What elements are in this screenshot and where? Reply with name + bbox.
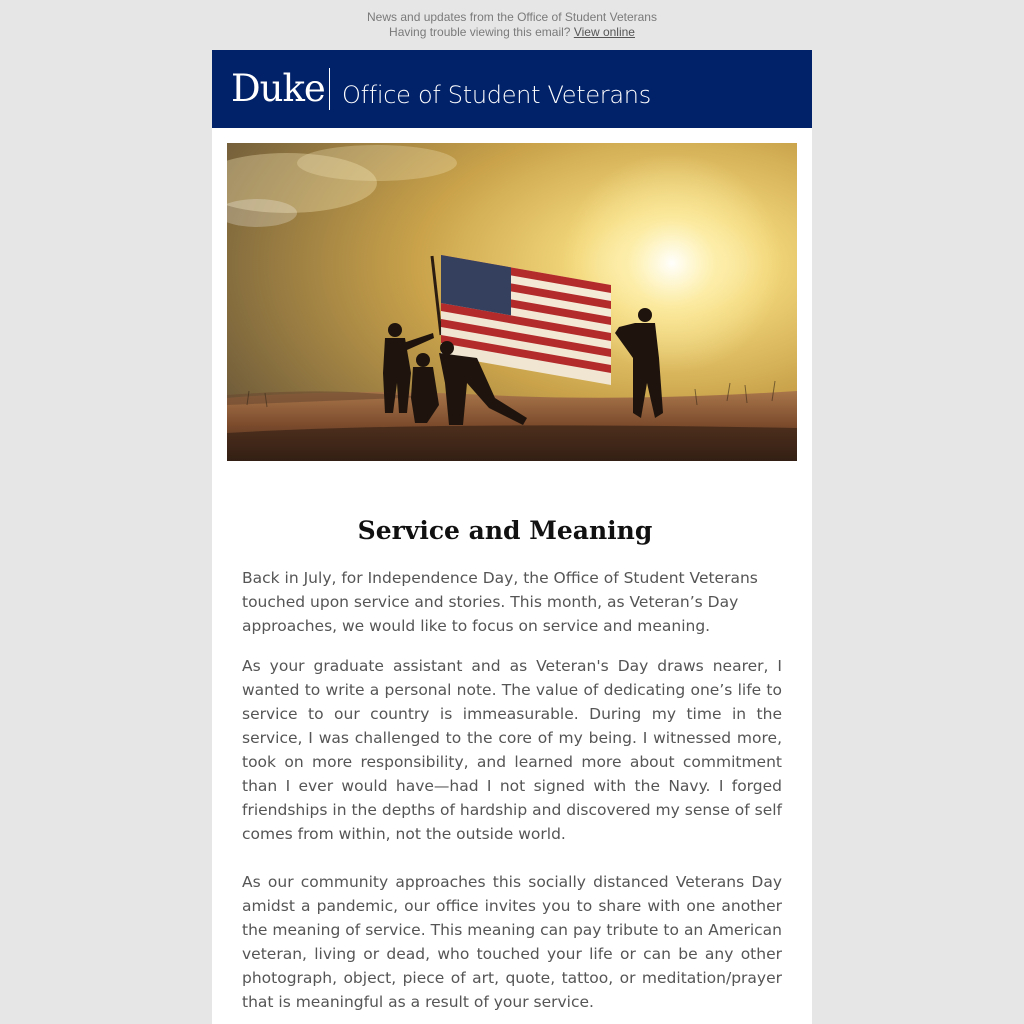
article-title: Service and Meaning: [357, 516, 653, 545]
email-body: [212, 50, 812, 1024]
view-online-link[interactable]: View online: [573, 25, 635, 39]
article-paragraph-1: Back in July, for Independence Day, the Office of Student Veterans touched upon service and stories. This month, as Veteran’s Day approaches, we would like to focus on service and meaning.: [242, 569, 758, 635]
email-header: [212, 50, 812, 128]
article-paragraph-3: As our community approaches this socially distanced Veterans Day amidst a pandemic, our office invites you to share with one another the meaning of service. This meaning can pay tribute to an American veteran, living or dead, who touched your life or can be any other photograph, object, piece of art, quote, tattoo, or meditation/prayer that is meaningful as a result of your service.: [242, 873, 782, 1011]
preheader-trouble-line: [0, 25, 1024, 40]
article-paragraph-2: As your graduate assistant and as Veteran's Day draws nearer, I wanted to write a personal note. The value of dedicating one’s life to service to our country is immeasurable. During my time in the service, I was challenged to the core of my being. I witnessed more, took on more responsibility, and learned more about commitment than I ever would have—had I not signed with the Navy. I forged friendships in the depths of hardship and discovered my sense of self comes from within, not the outside world.: [242, 657, 782, 843]
header-divider: [329, 68, 330, 110]
hero-image: [227, 143, 797, 461]
preheader: [0, 10, 1024, 40]
preheader-tagline: News and updates from the Office of Student Veterans: [367, 10, 657, 24]
soldiers-raising-flag-image: [227, 143, 797, 461]
preheader-trouble-text: Having trouble viewing this email?: [389, 25, 571, 39]
duke-logo[interactable]: Duke: [231, 67, 325, 110]
header-title: Office of Student Veterans: [342, 81, 651, 109]
